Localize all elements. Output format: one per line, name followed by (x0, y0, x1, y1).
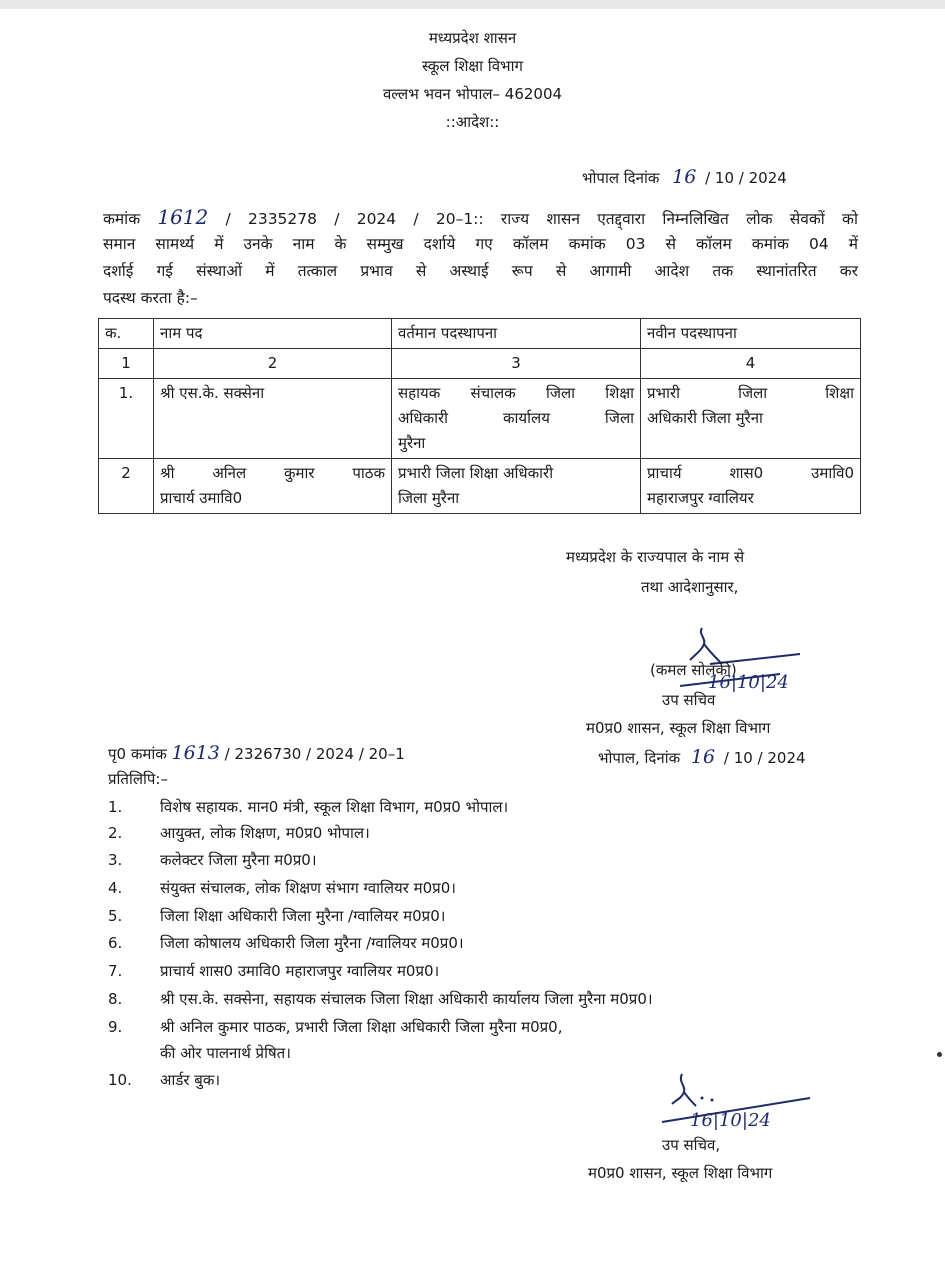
row-current-line: जिला मुरैना (398, 489, 460, 507)
order-prefix: कमांक (103, 210, 141, 228)
list-item (108, 1017, 562, 1037)
list-text: प्राचार्य शास0 उमावि0 महाराजपुर ग्वालियर म0प्र0। (160, 962, 440, 980)
order-line-1 (103, 204, 858, 231)
list-number: 8. (108, 990, 123, 1008)
order-number: 1612 (157, 205, 209, 229)
table-row (99, 379, 861, 459)
row-name-line: श्री अनिल कुमार पाठक (160, 464, 385, 482)
list-item (108, 823, 370, 843)
table-row (99, 459, 861, 514)
table-colnum-row (99, 349, 861, 379)
list-text: विशेष सहायक. मान0 मंत्री, स्कूल शिक्षा विभाग, म0प्र0 भोपाल। (160, 798, 509, 816)
signatory-2-department: म0प्र0 शासन, स्कूल शिक्षा विभाग (588, 1164, 773, 1182)
endorsement-number-handwritten: 1613 (171, 742, 220, 764)
order-line-2: समान सामर्थ्य में उनके नाम के सम्मुख दर्शाये गए कॉलम कमांक 03 से कॉलम कमांक 04 में (103, 235, 858, 253)
list-text: श्री अनिल कुमार पाठक, प्रभारी जिला शिक्षा अधिकारी जिला मुरैना म0प्र0, (160, 1018, 563, 1036)
list-item (108, 1043, 291, 1063)
order-title: ::आदेश:: (445, 113, 500, 131)
signature-1-date: 16|10|24 (708, 672, 789, 693)
row-name: श्री एस.के. सक्सेना (154, 379, 392, 459)
list-text: की ओर पालनार्थ प्रेषित। (160, 1044, 291, 1062)
list-number: 5. (108, 907, 123, 925)
sig1-date-prefix: भोपाल, दिनांक (598, 749, 681, 767)
table-header-row (99, 319, 861, 349)
header-new: नवीन पदस्थापना (641, 319, 861, 349)
list-number: 1. (108, 798, 123, 816)
order-line-4: पदस्थ करता है:– (103, 289, 198, 307)
row-name-line: प्राचार्य उमावि0 (160, 489, 243, 507)
transfer-table (98, 318, 861, 514)
order-paragraph (103, 204, 858, 312)
header-name: नाम पद (154, 319, 392, 349)
row-current (392, 459, 641, 514)
copy-label: प्रतिलिपि:– (108, 770, 168, 788)
row-new-line: अधिकारी जिला मुरैना (647, 409, 763, 427)
colnum-2: 2 (154, 349, 392, 379)
signatory-name: (कमल सोलंकी) (650, 661, 737, 679)
top-bar (0, 0, 945, 9)
list-item (108, 906, 445, 926)
row-current-line: मुरैना (398, 434, 426, 452)
endorsement-number (108, 742, 405, 764)
list-item (108, 850, 317, 870)
list-number: 4. (108, 879, 123, 897)
list-text: आयुक्त, लोक शिक्षण, म0प्र0 भोपाल। (160, 824, 370, 842)
authority-line-2: तथा आदेशानुसार, (641, 578, 739, 596)
authority-line-1: मध्यप्रदेश के राज्यपाल के नाम से (566, 548, 745, 566)
list-text: जिला कोषालय अधिकारी जिला मुरैना /ग्वालियर म0प्र0। (160, 934, 464, 952)
list-item (108, 797, 508, 817)
list-item (108, 1070, 220, 1090)
list-item (108, 878, 456, 898)
header-govt: मध्यप्रदेश शासन (428, 29, 517, 47)
row-name (154, 459, 392, 514)
list-item (108, 989, 653, 1009)
row-current (392, 379, 641, 459)
sig1-date-rest: / 10 / 2024 (723, 749, 806, 767)
row-current-line: अधिकारी कार्यालय जिला (398, 409, 634, 427)
list-number: 3. (108, 851, 123, 869)
header-address: वल्लभ भवन भोपाल– 462004 (382, 85, 563, 103)
header-sno: क. (99, 319, 154, 349)
list-number: 9. (108, 1018, 123, 1036)
dateline-rest: / 10 / 2024 (705, 169, 787, 187)
ink-speck (937, 1052, 942, 1057)
signatory-designation: उप सचिव (662, 691, 716, 709)
signatory-2-designation: उप सचिव, (662, 1136, 721, 1154)
colnum-4: 4 (641, 349, 861, 379)
endorsement-rest: / 2326730 / 2024 / 20–1 (224, 745, 405, 763)
list-number: 2. (108, 824, 123, 842)
dateline-prefix: भोपाल दिनांक (582, 169, 660, 187)
list-item (108, 933, 464, 953)
row-new (641, 459, 861, 514)
list-number: 10. (108, 1071, 132, 1089)
row-new-line: प्रभारी जिला शिक्षा (647, 384, 854, 402)
row-new-line: महाराजपुर ग्वालियर (647, 489, 754, 507)
dateline-day: 16 (672, 166, 697, 188)
list-text: आर्डर बुक। (160, 1071, 221, 1089)
row-new-line: प्राचार्य शास0 उमावि0 (647, 464, 854, 482)
endorsement-prefix: पृ0 कमांक (108, 745, 167, 763)
signature-1-dateline (598, 746, 806, 768)
row-new (641, 379, 861, 459)
order-text: / 2335278 / 2024 / 20–1:: राज्य शासन एतद्द्वारा निम्नलिखित लोक सेवकों को (225, 210, 858, 228)
signatory-department: म0प्र0 शासन, स्कूल शिक्षा विभाग (586, 719, 771, 737)
list-text: कलेक्टर जिला मुरैना म0प्र0। (160, 851, 317, 869)
colnum-3: 3 (392, 349, 641, 379)
header-department: स्कूल शिक्षा विभाग (422, 57, 523, 75)
header-current: वर्तमान पदस्थापना (392, 319, 641, 349)
list-text: संयुक्त संचालक, लोक शिक्षण संभाग ग्वालियर म0प्र0। (160, 879, 456, 897)
list-text: श्री एस.के. सक्सेना, सहायक संचालक जिला शिक्षा अधिकारी कार्यालय जिला मुरैना म0प्र0। (160, 990, 653, 1008)
sig1-date-day: 16 (690, 746, 716, 768)
dateline (582, 166, 787, 188)
order-line-3: दर्शाई गई संस्थाओं में तत्काल प्रभाव से अस्थाई रूप से आगामी आदेश तक स्थानांतरित कर (103, 262, 858, 280)
list-text: जिला शिक्षा अधिकारी जिला मुरैना /ग्वालियर म0प्र0। (160, 907, 446, 925)
row-sno: 2 (99, 459, 154, 514)
list-number: 7. (108, 962, 123, 980)
row-current-line: प्रभारी जिला शिक्षा अधिकारी (398, 464, 554, 482)
row-sno: 1. (99, 379, 154, 459)
signature-2-date: 16|10|24 (690, 1110, 771, 1131)
colnum-1: 1 (99, 349, 154, 379)
list-number: 6. (108, 934, 123, 952)
row-current-line: सहायक संचालक जिला शिक्षा (398, 384, 634, 402)
list-item (108, 961, 439, 981)
